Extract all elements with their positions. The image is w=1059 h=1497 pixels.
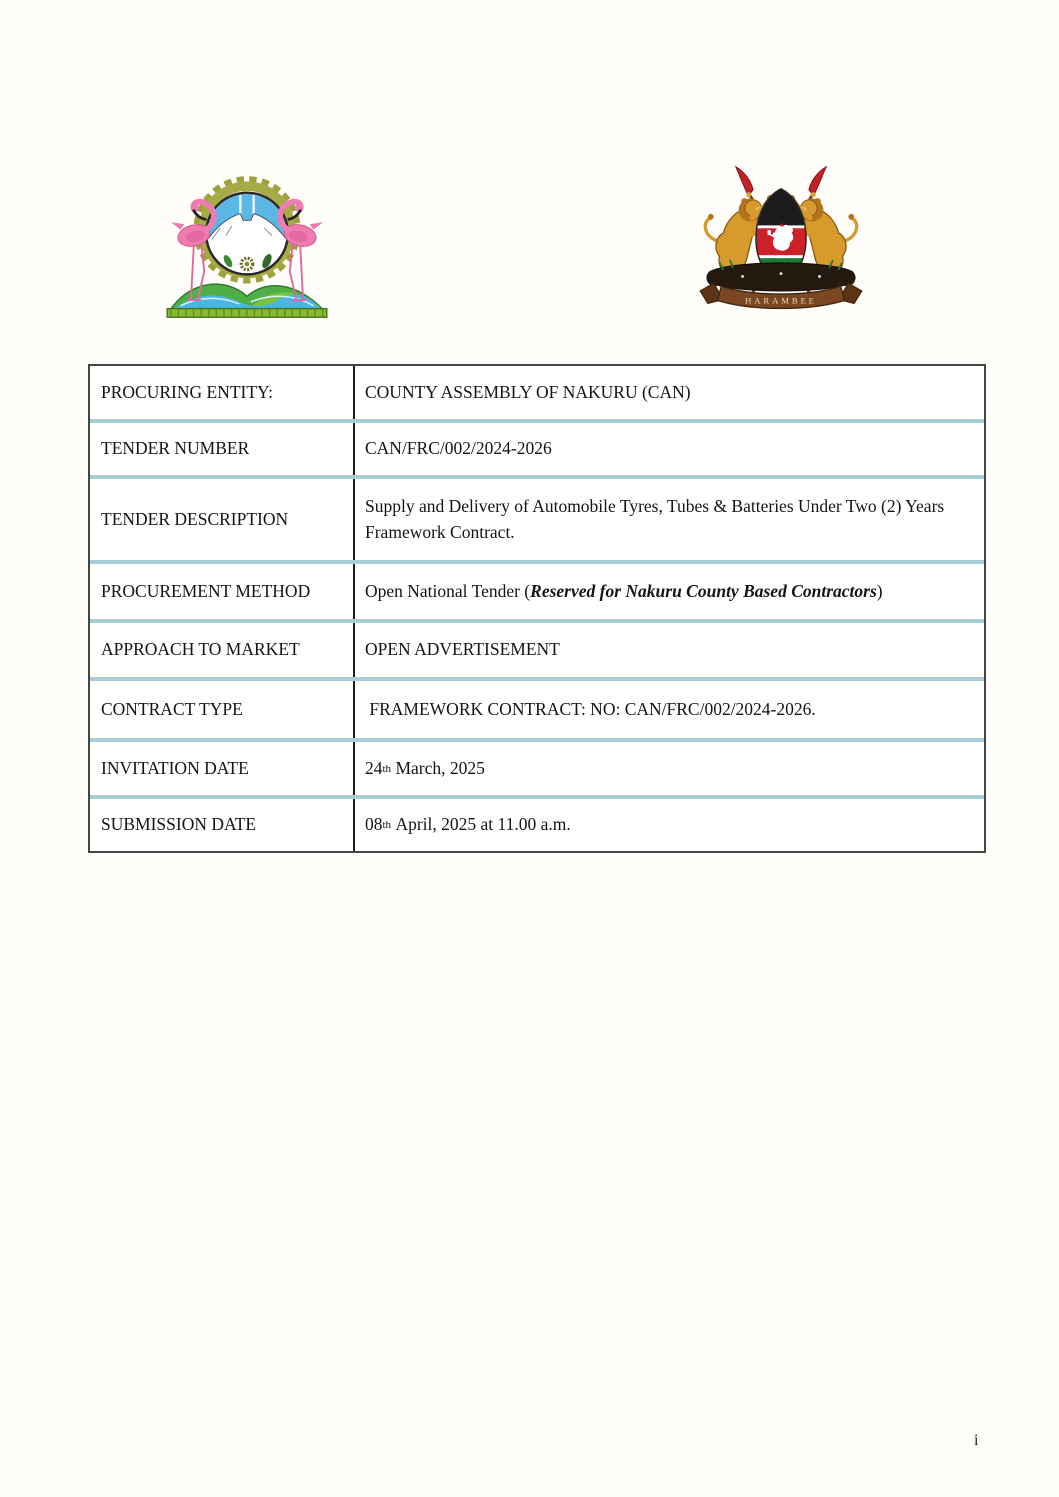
table-row-submission-date: [90, 799, 984, 851]
date-day: 24: [365, 757, 383, 778]
kenya-coat-of-arms-logo: [684, 160, 878, 314]
kenya-coat-of-arms-icon: [684, 160, 878, 314]
row-label: PROCURING ENTITY:: [90, 366, 355, 419]
value-emphasis: Reserved for Nakuru County Based Contractors: [530, 580, 877, 601]
row-label: INVITATION DATE: [90, 742, 355, 795]
page-number: i: [974, 1432, 979, 1449]
table-row-approach-to-market: [90, 623, 984, 681]
row-value: OPEN ADVERTISEMENT: [365, 639, 560, 660]
row-label: APPROACH TO MARKET: [90, 623, 355, 677]
table-row-procurement-method: [90, 564, 984, 623]
row-value: 08 th April, 2025 at 11.00 a.m.: [355, 799, 984, 851]
table-row-invitation-date: [90, 742, 984, 799]
row-label: TENDER NUMBER: [90, 423, 355, 475]
value-prefix: Open National Tender (: [365, 580, 531, 601]
table-row-tender-description: [90, 479, 984, 564]
nakuru-county-assembly-logo: [152, 170, 342, 320]
table-row-procuring-entity: [90, 366, 984, 423]
tender-summary-table: [88, 364, 986, 853]
row-value: FRAMEWORK CONTRACT: NO: CAN/FRC/002/2024-2026.: [365, 698, 816, 719]
row-value: COUNTY ASSEMBLY OF NAKURU (CAN): [365, 381, 691, 402]
row-value: Supply and Delivery of Automobile Tyres, Tubes & Batteries Under Two (2) Years Framework Contract.: [365, 496, 949, 542]
row-label: CONTRACT TYPE: [90, 681, 355, 738]
harambee-motto-text: HARAMBEE: [745, 295, 817, 306]
row-label: SUBMISSION DATE: [90, 799, 355, 851]
row-value: 24 th March, 2025: [355, 742, 984, 795]
nakuru-emblem-icon: [152, 170, 342, 320]
date-rest: March, 2025: [391, 757, 485, 778]
table-row-contract-type: [90, 681, 984, 742]
row-value: [355, 564, 984, 619]
row-label: TENDER DESCRIPTION: [90, 479, 355, 560]
value-suffix: ): [876, 580, 883, 601]
row-label: PROCUREMENT METHOD: [90, 564, 355, 619]
date-rest: April, 2025 at 11.00 a.m.: [391, 814, 571, 835]
row-value: CAN/FRC/002/2024-2026: [365, 438, 552, 459]
table-row-tender-number: [90, 423, 984, 479]
date-day: 08: [365, 814, 383, 835]
